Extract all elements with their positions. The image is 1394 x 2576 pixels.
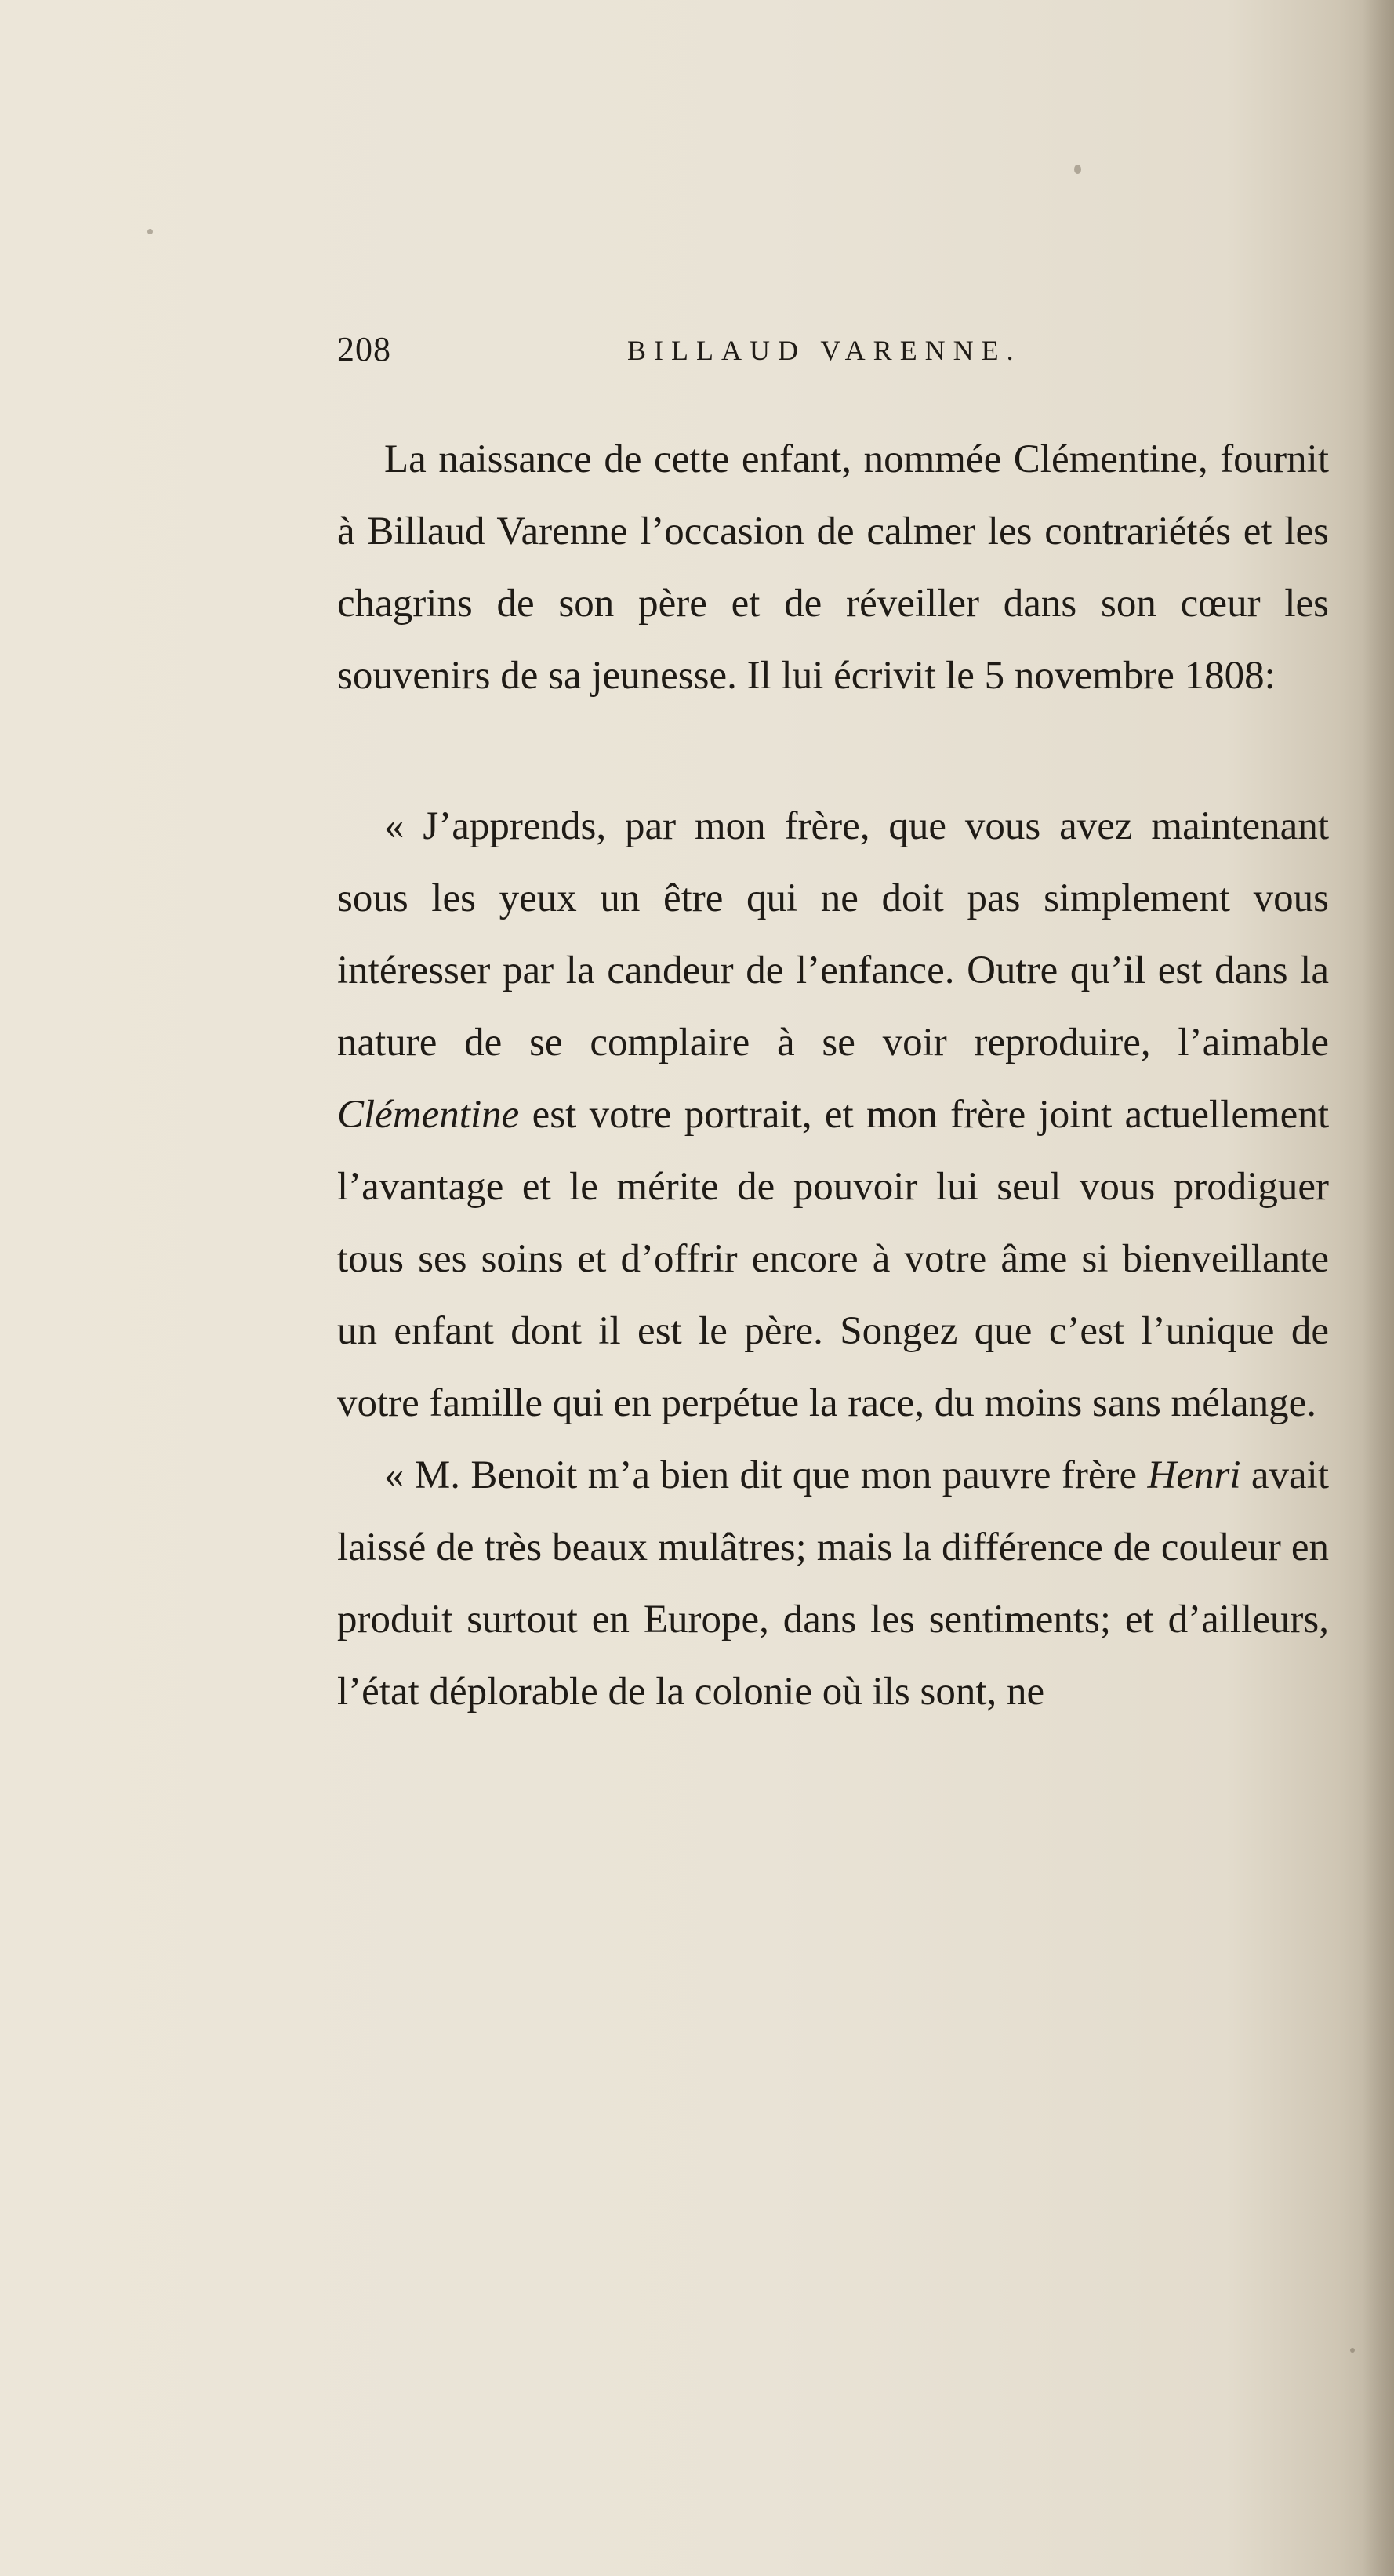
paragraph-letter-2-text-b: avait laissé de très beaux mulâtres; mais la différence de couleur en produit surtout en Europe, dans les sentiments; et d’ailleurs, l’état déplorable de la colonie où ils sont, ne bbox=[337, 1453, 1329, 1714]
paragraph-letter-2 bbox=[337, 1439, 1329, 1728]
paragraph-letter-2-text-a: « M. Benoit m’a bien dit que mon pauvre frère bbox=[384, 1453, 1148, 1497]
page-edge-shadow bbox=[1363, 0, 1394, 2576]
page-number: 208 bbox=[337, 330, 391, 368]
paper-speck bbox=[147, 229, 153, 234]
italic-name-clementine: Clémentine bbox=[337, 1093, 520, 1137]
italic-name-henri: Henri bbox=[1147, 1453, 1241, 1497]
paragraph-letter-1-text-b: est votre portrait, et mon frère joint actuellement l’avantage et le mérite de pouvoir lui seul vous prodiguer tous ses soins et d’offrir encore à votre âme si bienveillante un enfant dont il est le père. Songez que c’est l’unique de votre famille qui en perpétue la race, du moins sans mélange. bbox=[337, 1093, 1329, 1425]
paper-speck bbox=[1074, 165, 1081, 174]
paragraph-intro bbox=[337, 423, 1329, 712]
paragraph-intro-text: La naissance de cette enfant, nommée Clémentine, fournit à Billaud Varenne l’occasion de calmer les contrariétés et les chagrins de son père et de réveiller dans son cœur les souvenirs de sa jeunesse. Il lui écrivit le 5 novembre 1808: bbox=[337, 437, 1329, 698]
paragraph-letter-1-text-a: « J’apprends, par mon frère, que vous avez maintenant sous les yeux un être qui ne doit pas simplement vous intéresser par la candeur de l’enfance. Outre qu’il est dans la nature de se complaire à se voir reproduire, l’aimable bbox=[337, 804, 1329, 1065]
body-text bbox=[337, 423, 1329, 1728]
paper-speck bbox=[1350, 2348, 1355, 2353]
paragraph-letter-1 bbox=[337, 790, 1329, 1439]
running-title: BILLAUD VARENNE. bbox=[627, 335, 1022, 366]
running-head bbox=[337, 329, 1333, 384]
